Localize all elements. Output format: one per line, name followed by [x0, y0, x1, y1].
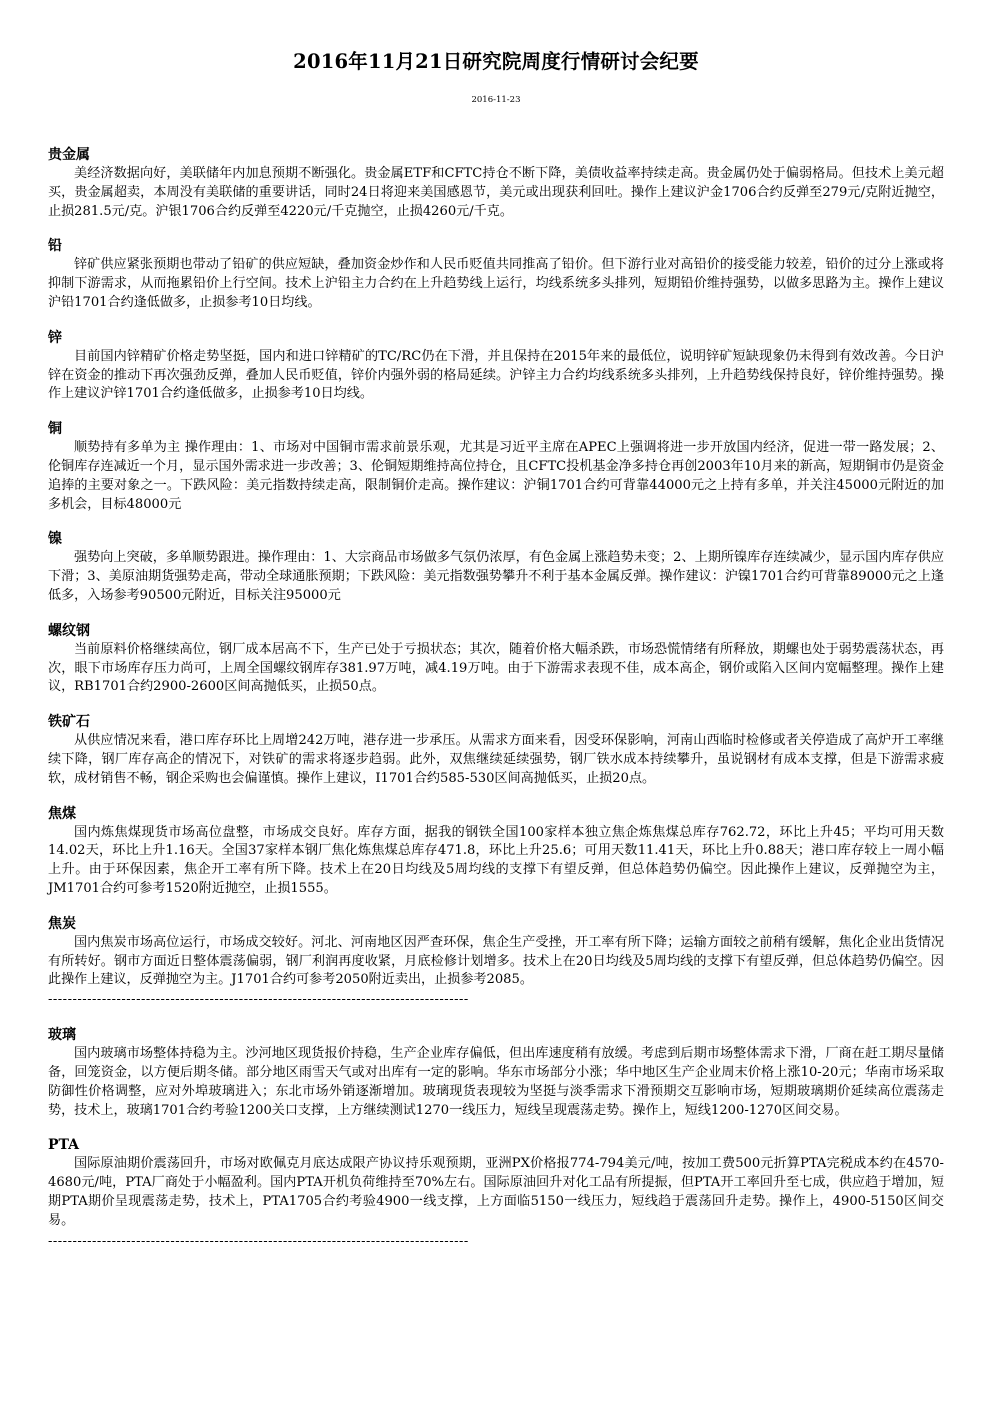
section-body: 强势向上突破，多单顺势跟进。操作理由：1、大宗商品市场做多气氛仍浓厚，有色金属上涨趋势未变；2、上期所镍库存连续减少，显示国内库存供应下滑；3、美原油期货强势走高，带动全球通胀预期；下跌风险：美元指数强势攀升不利于基本金属反弹。操作建议：沪镍1701合约可背靠89000元之上逢低多，入场参考90500元附近，目标关注95000元	[48, 550, 944, 603]
section-heading: 螺纹钢	[48, 622, 90, 639]
section-heading: 焦炭	[48, 915, 76, 932]
section-body: 美经济数据向好，美联储年内加息预期不断强化。贵金属ETF和CFTC持仓不断下降，美债收益率持续走高。贵金属仍处于偏弱格局。但技术上美元超买，贵金属超卖，本周没有美联储的重要讲话，同时24日将迎来美国感恩节，美元或出现获利回吐。操作上建议沪金1706合约反弹至279元/克附近抛空，止损281.5元/克。沪银1706合约反弹至4220元/千克抛空，止损4260元/千克。	[48, 166, 944, 219]
section-body: 当前原料价格继续高位，钢厂成本居高不下，生产已处于亏损状态；其次，随着价格大幅杀跌，市场恐慌情绪有所释放，期螺也处于弱势震荡状态，再次，眼下市场库存压力尚可，上周全国螺纹钢库存381.97万吨，减4.19万吨。由于下游需求表现不佳，成本高企，钢价或陷入区间内宽幅整理。操作上建议，RB1701合约2900-2600区间高抛低买，止损50点。	[48, 641, 944, 695]
section-body: 国内炼焦煤现货市场高位盘整，市场成交良好。库存方面，据我的钢铁全国100家样本独立焦企炼焦煤总库存762.72，环比上升45；平均可用天数14.02天，环比上升1.16天。全国37家样本钢厂焦化炼焦煤总库存471.8，环比上升25.6；可用天数11.41天，环比上升0.88天；港口库存较上一周小幅上升。由于环保因素，焦企开工率有所下降。技术上在20日均线及5周均线的支撑下有望反弹，但总体趋势仍偏空。因此操作上建议，反弹抛空为主，JM1701合约可参考1520附近抛空，止损1555。	[48, 824, 944, 896]
section-body: 目前国内锌精矿价格走势坚挺，国内和进口锌精矿的TC/RC仍在下滑，并且保持在2015年来的最低位，说明锌矿短缺现象仍未得到有效改善。今日沪锌在资金的推动下再次强劲反弹，叠加人民币贬值，锌价内强外弱的格局延续。沪锌主力合约均线系统多头排列，上升趋势线保持良好，锌价维持强势。操作上建议沪锌1701合约逢低做多，止损参考10日均线。	[48, 348, 944, 402]
section-body: 国内玻璃市场整体持稳为主。沙河地区现货报价持稳，生产企业库存偏低，但出库速度稍有放缓。考虑到后期市场整体需求下滑，厂商在赶工期尽量储备，回笼资金，以方便后期冬储。部分地区雨雪天气或对出库有一定的影响。华东市场部分小涨；华中地区生产企业周末价格上涨10-20元；华南市场采取防御性价格调整，应对外埠玻璃进入；东北市场外销逐渐增加。玻璃现货表现较为坚挺与淡季需求下滑预期交互影响市场，短期玻璃期价延续高位震荡走势，技术上，玻璃1701合约考验1200关口支撑，上方继续测试1270一线压力，短线呈现震荡走势。操作上，短线1200-1270区间交易。	[48, 1046, 944, 1118]
section-heading: 焦煤	[48, 805, 76, 822]
document-title: 2016年11月21日研究院周度行情研讨会纪要	[293, 50, 699, 73]
section-body: 国际原油期价震荡回升，市场对欧佩克月底达成限产协议持乐观预期，亚洲PX价格报774-794美元/吨，按加工费500元折算PTA完税成本约在4570-4680元/吨，PTA厂商处于小幅盈利。国内PTA开机负荷维持至70%左右。国际原油回升对化工品有所提振，但PTA开工率回升至七成，供应趋于增加，短期PTA期价呈现震荡走势，技术上，PTA1705合约考验4900一线支撑，上方面临5150一线压力，短线趋于震荡回升走势。操作上，4900-5150区间交易。	[48, 1156, 944, 1228]
section-body: 顺势持有多单为主 操作理由：1、市场对中国铜市需求前景乐观，尤其是习近平主席在APEC上强调将进一步开放国内经济，促进一带一路发展；2、伦铜库存连减近一个月，显示国外需求进一步改善；3、伦铜短期维持高位持仓，且CFTC投机基金净多持仓再创2003年10月来的新高，短期铜市仍是资金追捧的主要对象之一。下跌风险：美元指数持续走高，限制铜价走高。操作建议：沪铜1701合约可背靠44000元之上持有多单，并关注45000元附近的加多机会，目标48000元	[48, 440, 944, 512]
section-lead	[48, 237, 944, 312]
document-content	[48, 146, 944, 1268]
section-zinc	[48, 329, 944, 404]
section-glass	[48, 1026, 944, 1120]
section-divider: --------------------------------------------------------------------------------------	[48, 992, 469, 1008]
section-coke	[48, 915, 944, 990]
section-heading: 锌	[48, 329, 62, 346]
section-body: 锌矿供应紧张预期也带动了铅矿的供应短缺，叠加资金炒作和人民币贬值共同推高了铅价。但下游行业对高铅价的接受能力较差，铅价的过分上涨或将抑制下游需求，从而拖累铅价上行空间。技术上沪铅主力合约在上升趋势线上运行，均线系统多头排列，短期铅价维持强势，以做多思路为主。操作上建议沪铅1701合约逢低做多，止损参考10日均线。	[48, 257, 944, 310]
section-heading: 铅	[48, 238, 62, 255]
document-date: 2016-11-23	[471, 95, 521, 105]
section-rebar	[48, 622, 944, 697]
section-body: 从供应情况来看，港口库存环比上周增242万吨，港存进一步承压。从需求方面来看，因受环保影响，河南山西临时检修或者关停造成了高炉开工率继续下降，钢厂库存高企的情况下，对铁矿的需求将逐步趋弱。此外，双焦继续延续强势，钢厂铁水成本持续攀升，虽说钢材有成本支撑，但是下游需求疲软，成材销售不畅，钢企采购也会偏谨慎。操作上建议，I1701合约585-530区间高抛低买，止损20点。	[48, 733, 944, 786]
section-iron-ore	[48, 713, 944, 788]
section-precious-metals	[48, 146, 944, 221]
section-body: 国内焦炭市场高位运行，市场成交较好。河北、河南地区因严查环保，焦企生产受挫，开工率有所下降；运输方面较之前稍有缓解，焦化企业出货情况有所转好。钢市方面近日整体震荡偏弱，钢厂利润再度收紧，月底检修计划增多。技术上在20日均线及5周均线的支撑下有望反弹，但总体趋势仍偏空。因此操作上建议，反弹抛空为主。J1701合约可参考2050附近卖出，止损参考2085。	[48, 934, 944, 988]
section-pta	[48, 1136, 944, 1230]
section-coking-coal	[48, 805, 944, 899]
section-heading: 镍	[48, 531, 62, 548]
section-divider: --------------------------------------------------------------------------------------	[48, 1234, 469, 1250]
section-heading: 铁矿石	[48, 714, 90, 731]
section-heading: 玻璃	[48, 1027, 76, 1044]
section-heading: PTA	[48, 1137, 80, 1154]
section-copper	[48, 420, 944, 514]
section-nickel	[48, 530, 944, 605]
section-heading: 贵金属	[48, 147, 90, 163]
section-heading: 铜	[48, 421, 62, 438]
